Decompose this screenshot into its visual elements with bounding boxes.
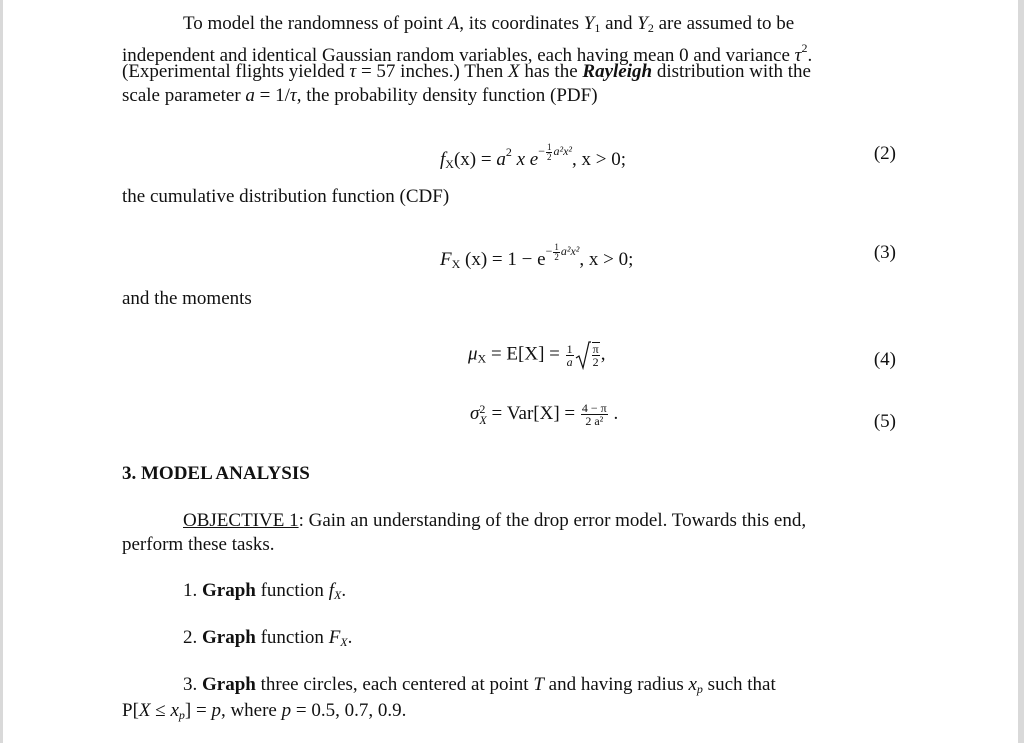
equation-mean: $\mu_X = E[X]$ = $\frac{1}{a}$ $\frac{\pi}{2}$ ,	[468, 341, 606, 369]
objective-line-1: OBJECTIVE 1: Gain an understanding of the drop error model. Towards this end,	[183, 510, 807, 531]
intro-line-1: To model the randomness of point A, its coordinates $Y_1$ and $Y_2$ are assumed to be	[183, 13, 795, 35]
task-2: 2. Graph function $F_X$.	[183, 627, 353, 649]
equation-cdf: $F_X$ $(x) = 1 - e^{- \frac{1}{2} a^2x^2}$, x > 0;	[440, 241, 634, 271]
task-3: 3. Graph three circles, each centered at point T and having radius $x_p$ such that	[183, 674, 776, 696]
page-edge-right	[1018, 0, 1024, 743]
equation-number-3: (3)	[873, 242, 896, 263]
intro-line-3: (Experimental flights yielded τ = 57 inches.) Then X has the Rayleigh distribution with the	[122, 61, 811, 82]
objective-label: OBJECTIVE 1	[183, 510, 299, 531]
task-3-line-2: $P[X \le x_p] = p$, where p = 0.5, 0.7, 0.9.	[122, 700, 407, 722]
equation-number-4: (4)	[873, 349, 896, 370]
moments-text: and the moments	[122, 288, 252, 309]
equation-pdf: $f_X(x) = a^2$ x $e^{- \frac{1}{2} a^2x^2}$, x > 0;	[440, 141, 627, 171]
objective-line-2: perform these tasks.	[122, 534, 275, 555]
cdf-text: the cumulative distribution function (CDF)	[122, 186, 450, 207]
page-edge-left	[0, 0, 3, 743]
task-1: 1. Graph function $f_X$.	[183, 580, 347, 602]
intro-line-2: independent and identical Gaussian random variables, each having mean 0 and variance $\tau^2$.	[122, 41, 813, 66]
equation-variance: σ 2 X = Var[X] = $\frac{4 - \pi}{\text{2 a²}}$ .	[470, 401, 619, 428]
sqrt-symbol	[575, 340, 591, 370]
equation-number-5: (5)	[873, 411, 896, 432]
section-heading: 3. MODEL ANALYSIS	[122, 463, 310, 484]
intro-line-4: scale parameter a = 1/τ, the probability density function (PDF)	[122, 85, 598, 106]
equation-number-2: (2)	[873, 143, 896, 164]
